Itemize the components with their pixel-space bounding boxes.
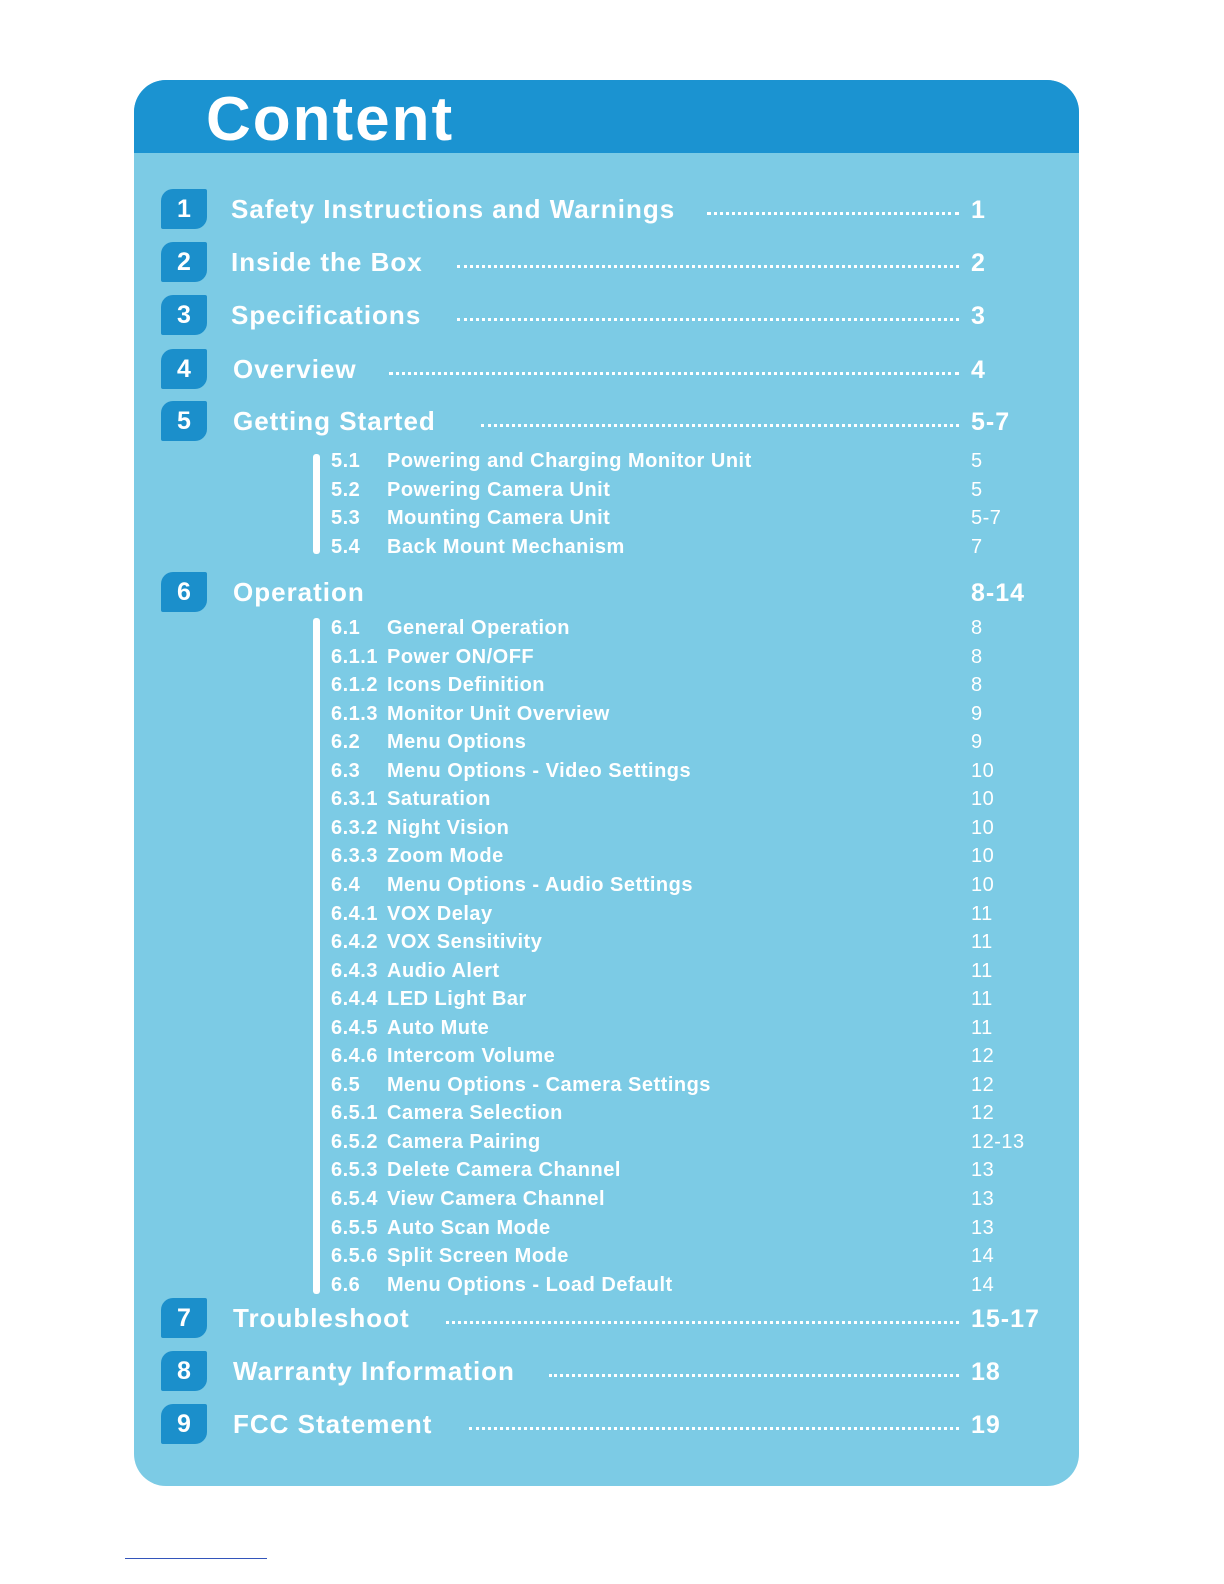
subsection-title: Icons Definition xyxy=(387,674,545,697)
section-page-number: 5-7 xyxy=(971,408,1011,436)
subsection-title: Menu Options - Load Default xyxy=(387,1273,673,1296)
subsection-title: Zoom Mode xyxy=(387,845,504,868)
subsection-title: Powering and Charging Monitor Unit xyxy=(387,450,752,472)
toc-section-4[interactable] xyxy=(134,349,1079,389)
subsection-number: 5.4 xyxy=(331,535,361,558)
subsection-title: Menu Options - Camera Settings xyxy=(387,1073,711,1096)
subsection-title: Camera Selection xyxy=(387,1102,563,1125)
toc-subsection-6-1-3[interactable] xyxy=(134,700,1079,728)
toc-subsection-6-5-5[interactable] xyxy=(134,1214,1079,1242)
toc-subsection-6-4-2[interactable] xyxy=(134,928,1079,956)
section-title: Operation xyxy=(233,577,365,607)
toc-subsection-6-4-1[interactable] xyxy=(134,900,1079,928)
subsection-page-number: 11 xyxy=(971,988,993,1011)
subsection-number: 5.2 xyxy=(331,478,361,501)
subsection-page-number: 14 xyxy=(971,1273,995,1296)
section-title: Safety Instructions and Warnings xyxy=(231,194,676,224)
toc-subsection-6-5[interactable] xyxy=(134,1071,1079,1099)
subsection-page-number: 11 xyxy=(971,902,993,925)
subsection-title: Mounting Camera Unit xyxy=(387,507,611,530)
section-number-badge: 5 xyxy=(161,401,207,441)
subsection-page-number: 10 xyxy=(971,816,995,839)
section-title: Overview xyxy=(233,354,357,384)
section-page-number: 8-14 xyxy=(971,579,1026,607)
subsection-number: 6.2 xyxy=(331,731,361,754)
subsection-page-number: 14 xyxy=(971,1245,995,1268)
section-title: Specifications xyxy=(231,300,422,330)
subsection-number: 6.5 xyxy=(331,1073,361,1096)
subsection-number: 6.1.3 xyxy=(331,702,378,725)
subsection-number: 6.3 xyxy=(331,759,361,782)
section-number-badge: 7 xyxy=(161,1298,207,1338)
subsection-page-number: 5 xyxy=(971,450,983,472)
subsection-number: 6.5.4 xyxy=(331,1188,378,1210)
section-page-number: 1 xyxy=(971,196,986,224)
dot-leader xyxy=(389,372,959,375)
toc-subsection-6-3-2[interactable] xyxy=(134,814,1079,842)
subsection-page-number: 9 xyxy=(971,731,983,754)
section-title: Troubleshoot xyxy=(233,1303,410,1333)
section-number-badge: 1 xyxy=(161,189,207,229)
toc-subsection-6-4[interactable] xyxy=(134,871,1079,899)
subsection-page-number: 12 xyxy=(971,1045,995,1068)
subsection-number: 6.4.2 xyxy=(331,931,378,954)
subsection-number: 6.4.5 xyxy=(331,1016,378,1039)
section-page-number: 15-17 xyxy=(971,1305,1040,1333)
subsection-title: Split Screen Mode xyxy=(387,1245,569,1268)
subsection-page-number: 11 xyxy=(971,931,993,954)
subsection-number: 6.4.4 xyxy=(331,988,378,1011)
subsection-title: Powering Camera Unit xyxy=(387,478,611,501)
header-bar xyxy=(134,80,1079,153)
section-title: Warranty Information xyxy=(233,1356,515,1386)
subsection-page-number: 9 xyxy=(971,702,983,725)
subsection-title: Delete Camera Channel xyxy=(387,1159,621,1182)
subsection-title: Monitor Unit Overview xyxy=(387,702,610,725)
subsection-page-number: 8 xyxy=(971,617,983,639)
toc-subsection-6-5-3[interactable] xyxy=(134,1156,1079,1184)
subsection-title: View Camera Channel xyxy=(387,1188,606,1210)
subsection-number: 6.5.2 xyxy=(331,1130,378,1153)
subsection-title: Back Mount Mechanism xyxy=(387,535,625,558)
subsection-title: Power ON/OFF xyxy=(387,645,535,668)
toc-section-7[interactable] xyxy=(134,1298,1079,1338)
subsection-number: 6.6 xyxy=(331,1273,361,1296)
dot-leader xyxy=(481,424,959,427)
subsection-number: 6.4.6 xyxy=(331,1045,378,1068)
subsection-title: Menu Options - Video Settings xyxy=(387,759,692,782)
subsection-title: Menu Options - Audio Settings xyxy=(387,873,693,896)
subsection-page-number: 10 xyxy=(971,873,995,896)
toc-subsection-6-4-6[interactable] xyxy=(134,1042,1079,1070)
toc-section-9[interactable] xyxy=(134,1404,1079,1444)
section-number-badge: 9 xyxy=(161,1404,207,1444)
toc-section-2[interactable] xyxy=(134,242,1079,282)
subsection-page-number: 13 xyxy=(971,1159,995,1182)
toc-subsection-6-4-3[interactable] xyxy=(134,957,1079,985)
dot-leader xyxy=(549,1374,959,1377)
subsection-number: 6.4 xyxy=(331,873,361,896)
toc-subsection-6-4-4[interactable] xyxy=(134,985,1079,1013)
section-page-number: 2 xyxy=(971,249,986,277)
toc-section-6[interactable] xyxy=(134,572,1079,612)
toc-subsection-5-3[interactable] xyxy=(134,504,1079,532)
toc-subsection-5-2[interactable] xyxy=(134,476,1079,504)
subsection-number: 6.1.2 xyxy=(331,674,378,697)
page-title: Content xyxy=(206,85,455,154)
toc-section-8[interactable] xyxy=(134,1351,1079,1391)
subsection-number: 6.4.3 xyxy=(331,959,378,982)
toc-subsection-6-1[interactable] xyxy=(134,614,1079,642)
section-number-badge: 8 xyxy=(161,1351,207,1391)
section-page-number: 19 xyxy=(971,1411,1001,1439)
toc-subsection-5-4[interactable] xyxy=(134,533,1079,561)
section-number-badge: 4 xyxy=(161,349,207,389)
toc-subsection-6-1-1[interactable] xyxy=(134,643,1079,671)
subsection-page-number: 8 xyxy=(971,674,983,697)
section-number-badge: 3 xyxy=(161,295,207,335)
toc-section-1[interactable] xyxy=(134,189,1079,229)
subsection-title: Audio Alert xyxy=(387,959,500,982)
subsection-page-number: 13 xyxy=(971,1188,995,1210)
subsection-number: 6.5.6 xyxy=(331,1245,378,1268)
subsection-page-number: 12 xyxy=(971,1073,995,1096)
dot-leader xyxy=(707,212,959,215)
subsection-page-number: 5 xyxy=(971,478,983,501)
subsection-page-number: 7 xyxy=(971,535,983,558)
section-page-number: 4 xyxy=(971,356,986,384)
subsection-title: Camera Pairing xyxy=(387,1130,541,1153)
toc-subsection-6-4-5[interactable] xyxy=(134,1014,1079,1042)
subsection-title: VOX Sensitivity xyxy=(387,931,543,954)
subsection-page-number: 13 xyxy=(971,1216,995,1239)
subsection-page-number: 11 xyxy=(971,959,993,982)
section-title: FCC Statement xyxy=(233,1409,433,1439)
toc-subsection-6-3-1[interactable] xyxy=(134,785,1079,813)
subsection-number: 6.5.1 xyxy=(331,1102,378,1125)
subsection-page-number: 5-7 xyxy=(971,507,1002,530)
section-title: Inside the Box xyxy=(231,247,423,277)
section-title: Getting Started xyxy=(233,406,436,436)
toc-subsection-6-1-2[interactable] xyxy=(134,671,1079,699)
section-number-badge: 6 xyxy=(161,572,207,612)
subsection-title: Intercom Volume xyxy=(387,1045,556,1068)
subsection-number: 6.5.5 xyxy=(331,1216,378,1239)
subsection-title: VOX Delay xyxy=(387,902,493,925)
dot-leader xyxy=(446,1321,959,1324)
subsection-number: 6.3.3 xyxy=(331,845,378,868)
subsection-page-number: 11 xyxy=(971,1016,993,1039)
toc-section-5[interactable] xyxy=(134,401,1079,441)
subsection-page-number: 10 xyxy=(971,759,995,782)
subsection-title: General Operation xyxy=(387,617,570,639)
subsection-number: 6.3.1 xyxy=(331,788,378,811)
subsection-number: 5.1 xyxy=(331,450,361,472)
toc-subsection-6-3[interactable] xyxy=(134,757,1079,785)
toc-section-3[interactable] xyxy=(134,295,1079,335)
subsection-page-number: 10 xyxy=(971,788,995,811)
toc-subsection-6-5-2[interactable] xyxy=(134,1128,1079,1156)
footer-rule xyxy=(125,1558,267,1559)
subsection-number: 6.1.1 xyxy=(331,645,378,668)
dot-leader xyxy=(457,265,959,268)
subsection-title: LED Light Bar xyxy=(387,988,527,1011)
subsection-title: Menu Options xyxy=(387,731,527,754)
subsection-page-number: 12 xyxy=(971,1102,995,1125)
subsection-title: Night Vision xyxy=(387,816,510,839)
toc-subsection-6-2[interactable] xyxy=(134,728,1079,756)
toc-subsection-6-6[interactable] xyxy=(134,1271,1079,1299)
operation-bar xyxy=(313,618,320,1294)
getting-started-bar xyxy=(313,454,320,554)
dot-leader xyxy=(469,1427,959,1430)
subsection-page-number: 10 xyxy=(971,845,995,868)
content-panel xyxy=(134,80,1079,1486)
toc-subsection-6-3-3[interactable] xyxy=(134,842,1079,870)
subsection-title: Auto Mute xyxy=(387,1016,490,1039)
subsection-number: 5.3 xyxy=(331,507,361,530)
toc-subsection-6-5-6[interactable] xyxy=(134,1242,1079,1270)
subsection-page-number: 8 xyxy=(971,645,983,668)
subsection-number: 6.4.1 xyxy=(331,902,378,925)
section-number-badge: 2 xyxy=(161,242,207,282)
subsection-number: 6.5.3 xyxy=(331,1159,378,1182)
section-page-number: 3 xyxy=(971,302,986,330)
toc-subsection-6-5-4[interactable] xyxy=(134,1185,1079,1213)
toc-subsection-6-5-1[interactable] xyxy=(134,1099,1079,1127)
subsection-page-number: 12-13 xyxy=(971,1130,1025,1153)
subsection-number: 6.3.2 xyxy=(331,816,378,839)
subsection-title: Saturation xyxy=(387,788,491,811)
section-page-number: 18 xyxy=(971,1358,1001,1386)
dot-leader xyxy=(457,318,959,321)
subsection-number: 6.1 xyxy=(331,617,361,639)
toc-subsection-5-1[interactable] xyxy=(134,447,1079,475)
subsection-title: Auto Scan Mode xyxy=(387,1216,551,1239)
